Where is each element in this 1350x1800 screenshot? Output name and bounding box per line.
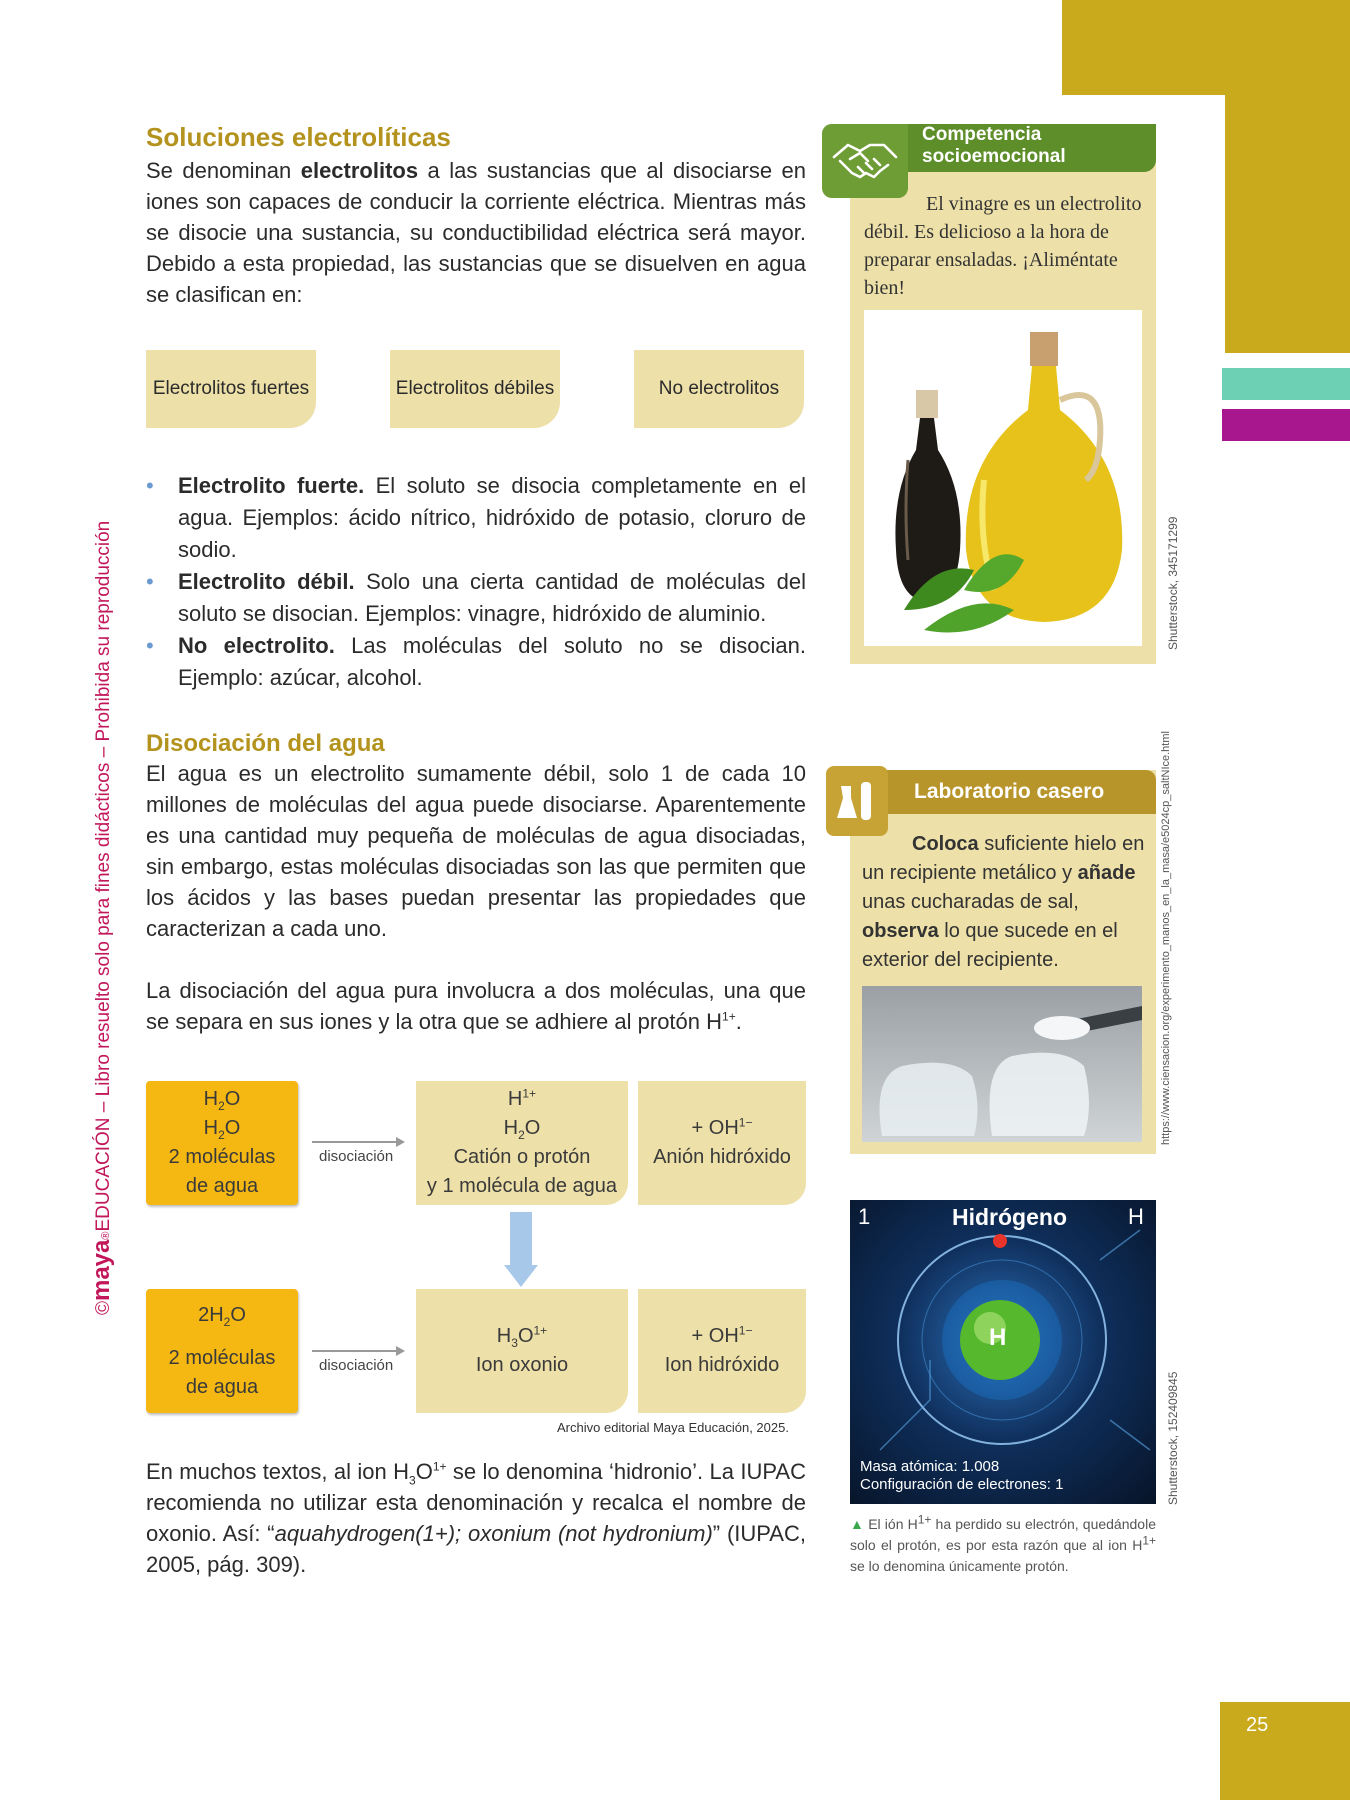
hydrogen-photo-credit: Shutterstock, 152409845 xyxy=(1166,1371,1180,1505)
vertical-copyright: ©maya®EDUCACIÓN – Libro resuelto solo para fines didácticos – Prohibida su reproducción xyxy=(88,520,115,1315)
laboratorio-photo-credit: https://www.ciensacion.org/experimento_manos_en_la_masa/e5024cp_saltNIce.html xyxy=(1160,731,1172,1145)
right-magenta-strip xyxy=(1222,409,1350,441)
laboratorio-title: Laboratorio casero xyxy=(914,780,1105,803)
triangle-icon: ▲ xyxy=(850,1516,869,1532)
section-title-disociacion: Disociación del agua xyxy=(146,730,385,757)
oxonium-box: $H_3O^{1+}$ Ion oxonio xyxy=(416,1289,628,1413)
handshake-icon xyxy=(822,124,908,198)
category-non: No electrolitos xyxy=(634,350,804,428)
cation-box: $H^{1+}$ $H_2O$ Catión o protón y 1 molécula de agua xyxy=(416,1081,628,1205)
competencia-title: Competencia socioemocional xyxy=(922,124,1066,167)
flask-icon xyxy=(826,766,888,836)
intro-paragraph: Se denominan electrolitos a las sustancias que al disociarse en iones son capaces de conducir la corriente eléctrica. Mientras más se disocie una sustancia, su conductibilidad eléctrica será mayor. Debido a esta propiedad, las sustancias que se disuelven en agua se clasifican en: xyxy=(146,158,807,307)
maya-logo: maya xyxy=(88,1239,115,1301)
disociacion-paragraph-2: La disociación del agua pura involucra a dos moléculas, una que se separa en sus iones y la otra que se adhiere al protón $H^{1+}$. xyxy=(146,978,806,1034)
oil-vinegar-photo xyxy=(864,310,1142,646)
section-title-soluciones: Soluciones electrolíticas xyxy=(146,122,451,152)
page-number-tab xyxy=(1220,1702,1350,1800)
electron-config: Configuración de electrones: 1 xyxy=(860,1476,1064,1493)
list-item: • Electrolito fuerte. El soluto se disocia completamente en el agua. Ejemplos: ácido nítrico, hidróxido de potasio, cloruro de sodio. xyxy=(146,470,806,566)
anion-box-1: + $OH^{1-}$ Anión hidróxido xyxy=(638,1081,806,1205)
blue-arrow-head-icon xyxy=(504,1265,538,1287)
competencia-text: El vinagre es un electrolito débil. Es delicioso a la hora de preparar ensaladas. ¡Aliméntate bien! xyxy=(864,193,1142,299)
arrow-label-1: disociación xyxy=(319,1148,394,1165)
element-number: 1 xyxy=(858,1204,871,1229)
nucleus-label: H xyxy=(989,1324,1007,1351)
hydrogen-caption: ▲ El ión $H^{1+}$ ha perdido su electrón, quedándole solo el protón, es por esta razón que al ion $H^{1+}$ se lo denomina únicamente protón. xyxy=(850,1512,1156,1574)
page-number: 25 xyxy=(1246,1714,1269,1736)
arrow-head-icon xyxy=(396,1137,405,1147)
category-strong: Electrolitos fuertes xyxy=(146,350,316,428)
diagram-credit: Archivo editorial Maya Educación, 2025. xyxy=(557,1420,789,1435)
arrow-head-icon xyxy=(396,1346,405,1356)
top-right-gold-band xyxy=(1062,0,1350,95)
atomic-mass: Masa atómica: 1.008 xyxy=(860,1458,1000,1475)
arrow-label-2: disociación xyxy=(319,1357,394,1374)
right-gold-strip xyxy=(1225,95,1350,353)
right-teal-strip xyxy=(1222,368,1350,400)
competencia-photo-credit: Shutterstock, 345171299 xyxy=(1166,516,1180,650)
element-name: Hidrógeno xyxy=(952,1204,1067,1230)
category-weak: Electrolitos débiles xyxy=(390,350,560,428)
hydrogen-image xyxy=(850,1200,1156,1504)
list-item: • Electrolito débil. Solo una cierta cantidad de moléculas del soluto se disocian. Ejemplos: vinagre, hidróxido de aluminio. xyxy=(146,566,806,630)
electrolyte-list xyxy=(146,470,806,694)
closing-paragraph: En muchos textos, al ion $H_3O^{1+}$ se lo denomina ‘hidronio’. La IUPAC recomienda no utilizar esta denominación y recalca el nombre de oxonio. Así: “aquahydrogen(1+); oxonium (not hydronium)” (IUPAC, 2005, pág. 309). xyxy=(146,1459,806,1577)
dissociation-arrow-2 xyxy=(312,1350,402,1352)
laboratorio-text: Coloca suficiente hielo en un recipiente metálico y añade unas cucharadas de sal, observa lo que sucede en el exterior del recipiente. xyxy=(862,833,1145,971)
list-item: • No electrolito. Las moléculas del soluto no se disocian. Ejemplo: azúcar, alcohol. xyxy=(146,630,806,694)
ice-salt-photo xyxy=(862,986,1142,1142)
element-symbol: H xyxy=(1128,1204,1144,1229)
water-molecules-box-1: $H_2O$ $H_2O$ 2 moléculas de agua xyxy=(146,1081,298,1205)
blue-down-arrow xyxy=(510,1212,532,1267)
anion-box-2: + $OH^{1-}$ Ion hidróxido xyxy=(638,1289,806,1413)
water-molecules-box-2: $2H_2O$ 2 moléculas de agua xyxy=(146,1289,298,1413)
dissociation-arrow-1 xyxy=(312,1141,402,1143)
disociacion-paragraph-1: El agua es un electrolito sumamente débil, solo 1 de cada 10 millones de moléculas del agua puede disociarse. Aparentemente es una cantidad muy pequeña de moléculas de agua disociadas, sin embargo, estas moléculas disociadas son las que permiten que los ácidos y las bases puedan presentar las propiedades que caracterizan a cada uno. xyxy=(146,761,806,941)
